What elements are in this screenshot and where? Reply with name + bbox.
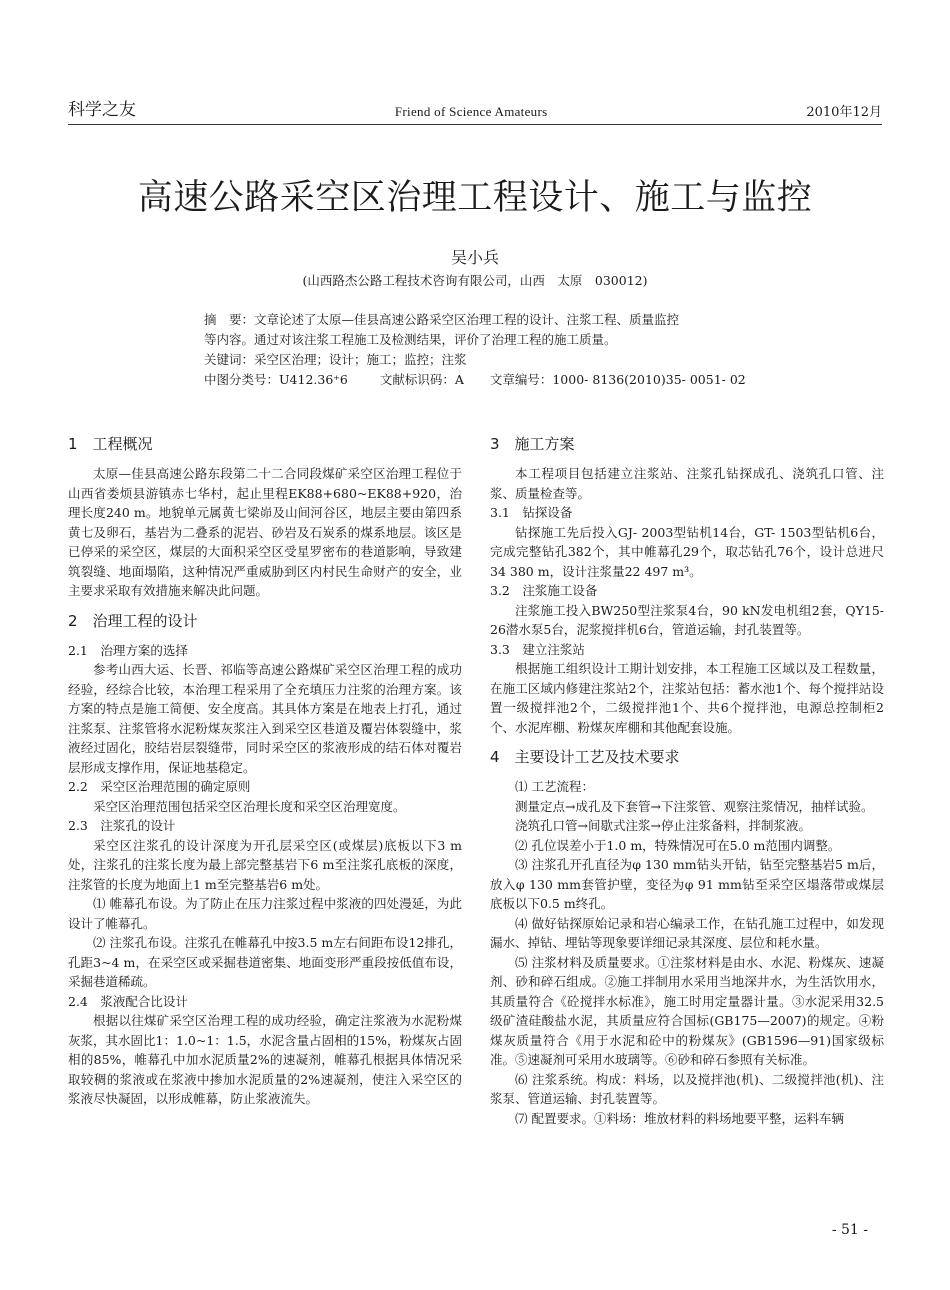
- section-3-1-paragraph: 钻探施工先后投入GJ- 2003型钻机14台，GT- 1503型钻机6台，完成完整钻孔382个，其中帷幕孔29个，取芯钻孔76个，设计总进尺34 380 m，设计注浆量22 497 m³。: [490, 524, 884, 579]
- section-2-2-heading: 2.2 采空区治理范围的确定原则: [68, 779, 251, 794]
- section-3-paragraph: 本工程项目包括建立注浆站、注浆孔钻探成孔、浇筑孔口管、注浆、质量检查等。: [490, 466, 884, 501]
- section-3-2-paragraph: 注浆施工投入BW250型注浆泵4台，90 kN发电机组2套，QY15- 26潜水泵5台，泥浆搅拌机6台，管道运输，封孔装置等。: [490, 602, 884, 637]
- abstract-line-2: 等内容。通过对该注浆工程施工及检测结果，评价了治理工程的施工质量。: [204, 332, 617, 347]
- section-4-heading: 4 主要设计工艺及技术要求: [490, 748, 680, 766]
- section-4-item-6: ⑹ 注浆系统。构成：料场，以及搅拌池(机)、二级搅拌池(机)、注浆泵、管道运输、封孔装置等。: [490, 1071, 884, 1106]
- article-number: 文章编号：1000- 8136(2010)35- 0051- 02: [489, 372, 746, 387]
- page-number: - 51 -: [831, 1222, 868, 1238]
- section-2-3-paragraph-3: ⑵ 注浆孔布设。注浆孔在帷幕孔中按3.5 m左右间距布设12排孔，孔距3~4 m，在采空区或采掘巷道密集、地面变形严重段按低值布设，采掘巷道稀疏。: [68, 935, 462, 989]
- section-4-item-1: ⑴ 工艺流程：: [515, 779, 594, 794]
- keywords: 关键词：采空区治理；设计；施工；监控；注浆: [204, 352, 467, 367]
- section-2-1-paragraph: 参考山西大运、长晋、祁临等高速公路煤矿采空区治理工程的成功经验，经综合比较，本治理工程采用了全充填压力注浆的治理方案。该方案的特点是施工简便、安全度高。其具体方案是在地表上打孔，通过注浆泵、注浆管将水泥粉煤灰浆注入到采空区巷道及覆岩体裂缝中，浆液经过固化，胶结岩层裂缝带，同时采空区的浆液形成的结石体对覆岩层形成支撑作用，保证地基稳定。: [68, 662, 462, 775]
- section-1-paragraph: 太原—佳县高速公路东段第二十二合同段煤矿采空区治理工程位于山西省娄烦县游镇赤七华村，起止里程EK88+680~EK88+920，治理长度240 m。地貌单元属黄七梁峁及山间河谷区，地层主要由第四系黄七及卵石，基岩为二叠系的泥岩、砂岩及石炭系的煤系地层。该区是已停采的采空区，煤层的大面积采空区受星罗密布的巷道影响，导致建筑裂缝、地面塌陷，这种情况严重威胁到区内村民生命财产的安全，业主要求采取有效措施来解决此问题。: [68, 466, 462, 598]
- section-4-flow-2: 浇筑孔口管→间歇式注浆→停止注浆备料，拌制浆液。: [515, 818, 811, 833]
- journal-name-cn: 科学之友: [68, 100, 136, 120]
- abstract-block: [204, 310, 752, 390]
- clc-number: 中图分类号：U412.36⁺6: [204, 372, 348, 387]
- section-2-3-paragraph-2: ⑴ 帷幕孔布设。为了防止在压力注浆过程中浆液的四处漫延，为此设计了帷幕孔。: [68, 896, 462, 931]
- affiliation: (山西路杰公路工程技术咨询有限公司，山西 太原 030012): [302, 273, 648, 288]
- article-title: 高速公路采空区治理工程设计、施工与监控: [137, 178, 813, 218]
- section-4-item-5: ⑸ 注浆材料及质量要求。①注浆材料是由水、水泥、粉煤灰、速凝剂、砂和碎石组成。②施工拌制用水采用当地深井水，为生活饮用水，其质量符合《砼搅拌水标准》，施工时用定量器计量。③水泥采用32.5级矿渣硅酸盐水泥，其质量应符合国标(GB175—2007)的规定。④粉煤灰质量符合《用于水泥和砼中的粉煤灰》(GB1596—91)国家级标准。⑤速凝剂可采用水玻璃等。⑥砂和碎石参照有关标准。: [490, 954, 884, 1067]
- right-column: [490, 432, 884, 1128]
- section-4-item-4: ⑷ 做好钻探原始记录和岩心编录工作，在钻孔施工过程中，如发现漏水、掉钻、埋钻等现象要详细记录其深度、层位和耗水量。: [490, 915, 884, 950]
- issue-date: 2010年12月: [806, 105, 882, 120]
- section-2-2-paragraph: 采空区治理范围包括采空区治理长度和采空区治理宽度。: [93, 798, 406, 814]
- header-rule: [68, 124, 882, 125]
- left-column: [68, 432, 462, 1109]
- author: 吴小兵: [450, 248, 499, 267]
- section-1-heading: 1 工程概况: [68, 435, 153, 453]
- section-2-4-heading: 2.4 浆液配合比设计: [68, 993, 188, 1009]
- journal-name-en: Friend of Science Amateurs: [394, 104, 548, 119]
- section-3-heading: 3 施工方案: [490, 435, 575, 453]
- document-code: 文献标识码：A: [379, 372, 464, 387]
- section-2-1-heading: 2.1 治理方案的选择: [68, 642, 188, 658]
- abstract-line-1: 摘 要：文章论述了太原—佳县高速公路采空区治理工程的设计、注浆工程、质量监控: [204, 312, 680, 327]
- section-2-heading: 2 治理工程的设计: [68, 611, 198, 630]
- section-3-2-heading: 3.2 注浆施工设备: [490, 583, 598, 598]
- section-2-3-heading: 2.3 注浆孔的设计: [68, 818, 176, 833]
- section-2-4-paragraph: 根据以往煤矿采空区治理工程的成功经验，确定注浆液为水泥粉煤灰浆，其水固比1：1.0~1：1.5，水泥含量占固相的15%，粉煤灰占固相的85%，帷幕孔中加水泥质量2%的速凝剂，帷幕孔根据具体情况采取较稠的浆液或在浆液中掺加水泥质量的2%速凝剂，使注入采空区的浆液尽快凝固，以形成帷幕，防止浆液流失。: [68, 1013, 462, 1106]
- section-4-item-2: ⑵ 孔位误差小于1.0 m，特殊情况可在5.0 m范围内调整。: [515, 837, 841, 853]
- section-4-flow-1: 测量定点→成孔及下套管→下注浆管、观察注浆情况，抽样试验。: [515, 798, 874, 814]
- section-4-item-7: ⑺ 配置要求。①料场：堆放材料的料场地要平整，运料车辆: [515, 1110, 844, 1126]
- section-2-3-paragraph-1: 采空区注浆孔的设计深度为开孔层采空区(或煤层)底板以下3 m处，注浆孔的注浆长度为最上部完整基岩下6 m至注浆孔底板的深度，注浆管的长度为地面上1 m至完整基岩6 m处。: [68, 837, 462, 892]
- section-4-item-3: ⑶ 注浆孔开孔直径为φ 130 mm钻头开钻，钻至完整基岩5 m后，放入φ 130 mm套管护壁，变径为φ 91 mm钻至采空区塌落带或煤层底板以下0.5 m终孔。: [490, 857, 884, 911]
- section-3-3-heading: 3.3 建立注浆站: [490, 641, 585, 657]
- section-3-3-paragraph: 根据施工组织设计工期计划安排，本工程施工区域以及工程数量，在施工区域内修建注浆站2个，注浆站包括：蓄水池1个、每个搅拌站设置一级搅拌池2个，二级搅拌池1个、共6个搅拌池，电源总控制柜2个、水泥库棚、粉煤灰库棚和其他配套设施。: [490, 661, 884, 735]
- classification-line: [204, 370, 752, 390]
- running-header: [68, 96, 882, 120]
- section-3-1-heading: 3.1 钻探设备: [490, 505, 573, 520]
